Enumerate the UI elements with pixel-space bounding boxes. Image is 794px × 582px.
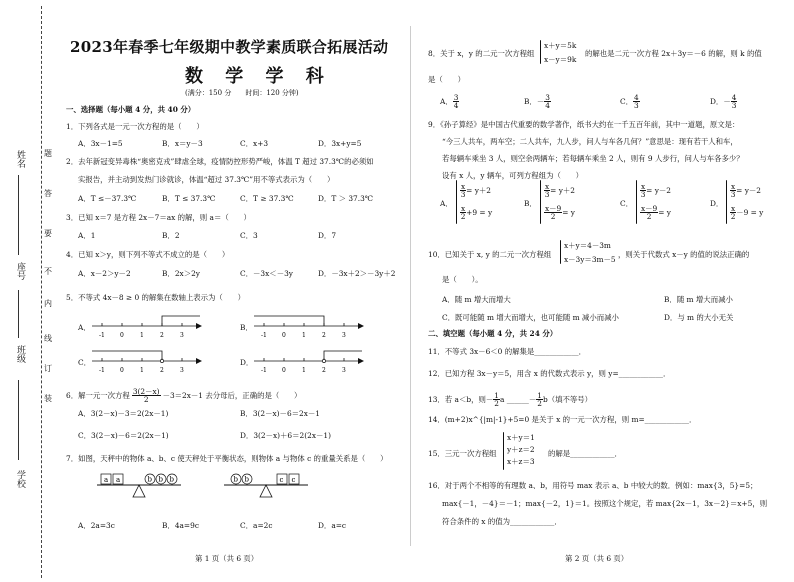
- q8-eq1: x＋y＝5k: [544, 41, 577, 50]
- school-field-line: [18, 380, 19, 460]
- q10-option-d: D．与 m 的大小无关: [664, 313, 734, 322]
- svg-text:0: 0: [282, 332, 286, 339]
- class-field-label: 班级: [15, 345, 25, 363]
- q12-text: 12．已知方程 3x－y＝5，用含 x 的代数式表示 y，则 y=____________．: [428, 369, 671, 378]
- q5-numberline-a: [92, 316, 202, 342]
- svg-text:b: b: [169, 475, 174, 484]
- exam-title: 2023年春季七年级期中教学素质联合拓展活动: [70, 38, 389, 56]
- q6-option-a: A．3(2－x)－3＝2(2x－1): [78, 409, 169, 418]
- svg-text:1: 1: [302, 332, 306, 339]
- q5-numberline-d: [254, 351, 364, 377]
- q2-option-a: A．T ≤－37.3℃: [78, 194, 137, 203]
- q7-scale-1: [95, 470, 185, 508]
- q10-eq2: x－3y＝3m－5: [564, 255, 616, 264]
- q10-stem2: 是（ ）。: [442, 275, 483, 284]
- q9-option-d-brace: [726, 180, 727, 224]
- q10-option-a: A．随 m 增大而增大: [442, 295, 511, 304]
- q10-option-b: B．随 m 增大而减小: [664, 295, 733, 304]
- q6-stem: 6．解一元一次方程 $\frac{3(2-x)}{2}$ －3＝2x－1 去分母后，正确的是（ ）: [66, 387, 302, 405]
- q15-eq3: x＋z＝3: [507, 457, 535, 466]
- q2-option-d: D．T ＞ 37.3℃: [318, 194, 374, 203]
- q9-option-d-eq1: $\frac{x}{3}$ = y－2: [730, 182, 761, 200]
- q3-option-c: C．3: [240, 231, 258, 240]
- q5-option-b: B．: [240, 323, 253, 332]
- q8-brace: [540, 40, 541, 64]
- class-field-line: [18, 290, 19, 338]
- name-field-label: 姓名: [15, 150, 25, 168]
- svg-text:b: b: [244, 475, 249, 484]
- q9-option-c-label: C．: [620, 199, 634, 208]
- q3-stem: 3．已知 x＝7 是方程 2x－7＝ax 的解，则 a＝（ ）: [66, 213, 251, 222]
- svg-text:b: b: [158, 475, 163, 484]
- q15-pre: 15．三元一次方程组: [428, 449, 497, 458]
- section-fill-heading: 二、填空题（每小题 4 分，共 24 分）: [428, 329, 558, 338]
- q9-option-a-eq1: $\frac{x}{3}$ = y＋2: [460, 182, 491, 200]
- q9-option-b-brace: [540, 180, 541, 224]
- svg-text:c: c: [291, 476, 296, 484]
- q5-numberline-b: [254, 316, 364, 342]
- q9-option-b-eq2: $\frac{x-9}{2}$ = y: [545, 204, 575, 222]
- q13-text: 13．若 a＜b，则－ $\frac{1}{2}$ a ______－ $\frac{1}{2}$ b（填不等号）: [428, 391, 593, 409]
- section-choice-heading: 一、选择题（每小题 4 分，共 40 分）: [66, 105, 196, 114]
- q8-option-d: D．－ $\frac{4}{3}$: [710, 93, 737, 111]
- svg-text:a: a: [104, 476, 109, 484]
- q9-stem-line1: 9．《孙子算经》是中国古代重要的数学著作，纸书大约在一千五百年前，其中一道题，原文是：: [428, 120, 740, 129]
- q4-option-a: A．x－2＞y－2: [78, 269, 131, 278]
- q7-option-c: C．a=2c: [240, 521, 273, 530]
- q5-stem: 5．不等式 4x－8 ≥ 0 的解集在数轴上表示为（ ）: [66, 293, 245, 302]
- svg-text:c: c: [279, 476, 284, 484]
- q10-stem-pre: 10．已知关于 x, y 的二元一次方程组: [428, 250, 552, 259]
- seat-field-label: 座号: [15, 262, 25, 280]
- exam-meta: (满分：150 分 时间：120 分钟): [185, 89, 299, 97]
- q10-eq1: x＋y＝4－3m: [564, 241, 611, 250]
- q2-option-c: C．T ≥ 37.3℃: [240, 194, 294, 203]
- q9-option-b-label: B．: [524, 199, 537, 208]
- q3-option-a: A．1: [78, 231, 96, 240]
- svg-text:2: 2: [322, 332, 326, 339]
- q9-stem-line4: 设有 x 人，y 辆车，可列方程组为（ ）: [442, 171, 584, 180]
- svg-text:1: 1: [140, 367, 144, 374]
- svg-text:b: b: [233, 475, 238, 484]
- svg-text:0: 0: [282, 367, 286, 374]
- school-field-label: 学校: [15, 470, 25, 488]
- q5-option-a: A．: [78, 323, 91, 332]
- q5-numberline-c: [92, 351, 202, 377]
- q6-option-d: D．3(2－x)＋6＝2(2x－1): [240, 431, 331, 440]
- svg-text:3: 3: [180, 332, 184, 339]
- q7-option-a: A．2a=3c: [78, 521, 115, 530]
- svg-text:2: 2: [322, 367, 326, 374]
- svg-text:0: 0: [120, 332, 124, 339]
- q3-option-d: D．7: [318, 231, 337, 240]
- q8-stem-pre: 8．关于 x，y 的二元一次方程组: [428, 49, 535, 58]
- q16-line1: 16．对于两个不相等的有理数 a、b，用符号 max 表示 a、b 中较大的数．例如：max{3，5}=5；: [428, 481, 758, 490]
- q10-brace: [560, 240, 561, 264]
- q9-option-a-brace: [456, 180, 457, 224]
- q1-option-d: D．3x+y=5: [318, 139, 362, 148]
- q5-option-c: C．: [78, 358, 92, 367]
- q2-stem-line2: 实报告，并主动到发热门诊就诊，体温“超过 37.3℃”用不等式表示为（ ）: [78, 175, 335, 184]
- q2-stem-line1: 2．去年新冠变异毒株“奥密克戎”肆虐全球，疫情防控形势严峻，体温 T 超过 37.3℃的必须如: [66, 157, 374, 166]
- page-divider: [410, 26, 411, 546]
- q15-eq2: y＋z＝2: [507, 445, 535, 454]
- q4-option-d: D．－3x＋2＞－3y＋2: [318, 269, 396, 278]
- q4-option-b: B．2x＞2y: [162, 269, 200, 278]
- binding-line: [41, 6, 42, 578]
- q1-option-b: B．x＝y－3: [162, 139, 203, 148]
- svg-text:3: 3: [180, 367, 184, 374]
- footer-left: 第 1 页（共 6 页）: [195, 554, 259, 563]
- q9-option-b-eq1: $\frac{x}{3}$ = y＋2: [544, 182, 575, 200]
- svg-text:-1: -1: [261, 332, 267, 339]
- q9-stem-line2: “今三人共车，两车空；二人共车，九人步，问人与车各几何？”意思是：现有若干人和车，: [442, 137, 738, 146]
- q3-option-b: B．2: [162, 231, 180, 240]
- q8-option-c: C． $\frac{4}{3}$: [620, 93, 639, 111]
- q9-option-d-label: D．: [710, 199, 724, 208]
- q9-option-d-eq2: $\frac{x}{2}$ －9 = y: [730, 204, 764, 222]
- q8-option-b: B．－ $\frac{3}{4}$: [524, 93, 550, 111]
- q1-option-c: C．x+3: [240, 139, 269, 148]
- svg-text:2: 2: [160, 332, 164, 339]
- q7-scale-2: [222, 470, 312, 508]
- q5a-tick: -1: [99, 332, 105, 339]
- q9-option-c-brace: [636, 180, 637, 224]
- q14-text: 14．(m+2)x^{|m|-1}+5=0 是关于 x 的一元一次方程，则 m=____________．: [428, 415, 697, 424]
- q15-eq1: x＋y＝1: [507, 433, 535, 442]
- svg-text:0: 0: [120, 367, 124, 374]
- svg-text:a: a: [116, 476, 121, 484]
- q4-stem: 4．已知 x＞y，则下列不等式不成立的是（ ）: [66, 250, 230, 259]
- seat-field-line: [18, 210, 19, 255]
- q7-option-b: B．4a=9c: [162, 521, 199, 530]
- q15-brace: [503, 432, 504, 470]
- q7-stem: 7．如图，天秤中的物体 a、b、c 使天秤处于平衡状态，则物体 a 与物体 c 的重量关系是（ ）: [66, 454, 388, 463]
- q4-option-c: C．－3x＜－3y: [240, 269, 293, 278]
- q1-stem: 1．下列各式是一元一次方程的是（ ）: [66, 122, 204, 131]
- svg-text:3: 3: [342, 332, 346, 339]
- q10-option-c: C．既可能随 m 增大而增大，也可能随 m 减小而减小: [442, 313, 619, 322]
- q6-option-b: B．3(2－x)－6＝2x－1: [240, 409, 320, 418]
- q8-option-a: A． $\frac{3}{4}$: [440, 93, 459, 111]
- q9-option-a-eq2: $\frac{x}{2}$ +9 = y: [460, 204, 493, 222]
- q5-option-d: D．: [240, 358, 254, 367]
- q9-option-a-label: A．: [440, 199, 453, 208]
- svg-text:-1: -1: [261, 367, 267, 374]
- q16-line3: 符合条件的 x 的值为____________．: [442, 517, 562, 526]
- q1-option-a: A．3x－1=5: [78, 139, 123, 148]
- q9-option-c-eq1: $\frac{x}{3}$ = y－2: [640, 182, 671, 200]
- q10-stem-post: ，则关于代数式 x－y 的值的说法正确的: [618, 250, 750, 259]
- q15-post: 的解是____________．: [548, 449, 622, 458]
- svg-text:3: 3: [342, 367, 346, 374]
- subject-title: 数 学 学 科: [185, 66, 332, 87]
- q6-option-c: C．3(2－x)－6＝2(2x－1): [78, 431, 169, 440]
- q9-stem-line3: 若每辆车乘坐 3 人，则空余两辆车；若每辆车乘坐 2 人，则有 9 人步行，问人与车各多少？: [442, 154, 744, 163]
- footer-right: 第 2 页（共 6 页）: [565, 554, 629, 563]
- q8-stem-post: 的解也是二元一次方程 2x＋3y＝－6 的解，则 k 的值: [585, 49, 762, 58]
- q8-stem2: 是（ ）: [428, 75, 465, 84]
- q11-text: 11．不等式 3x－6＜0 的解集是____________．: [428, 347, 587, 356]
- svg-text:1: 1: [302, 367, 306, 374]
- q8-eq2: x－y＝9k: [544, 55, 577, 64]
- svg-text:-1: -1: [99, 367, 105, 374]
- q16-line2: max{－1，－4}＝－1；max{－2，1}＝1。按照这个规定，若 max{2x－1，3x－2}＝x+5，则: [442, 499, 768, 508]
- svg-text:1: 1: [140, 332, 144, 339]
- svg-text:2: 2: [160, 367, 164, 374]
- q2-option-b: B．T ≤ 37.3℃: [162, 194, 216, 203]
- q7-option-d: D．a=c: [318, 521, 347, 530]
- q9-option-c-eq2: $\frac{x-9}{2}$ = y: [641, 204, 671, 222]
- svg-text:b: b: [147, 475, 152, 484]
